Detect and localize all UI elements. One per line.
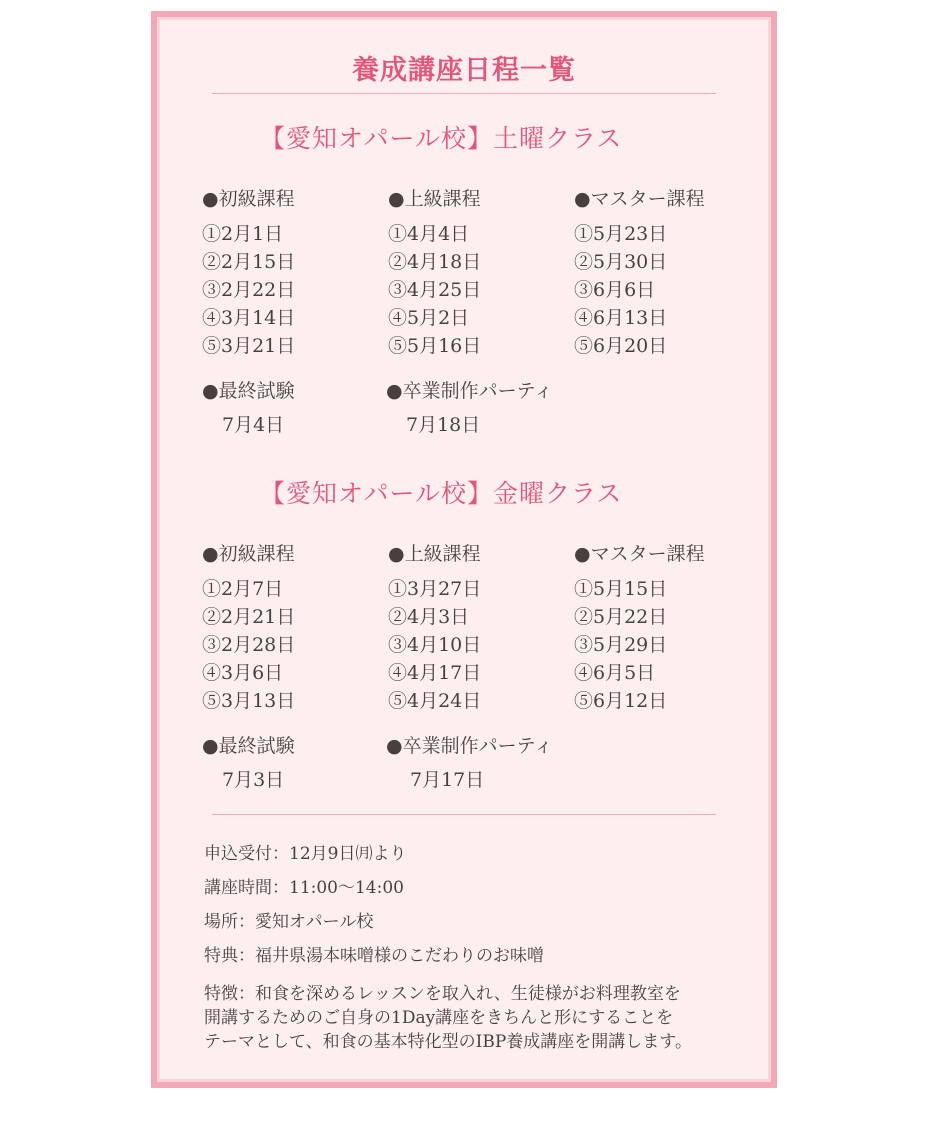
- course-date: ④3月14日: [202, 307, 296, 329]
- course-date: ②5月22日: [574, 606, 668, 628]
- course-date: ①4月4日: [388, 223, 470, 245]
- course-label: ●マスター課程: [574, 543, 705, 565]
- course-date: ④4月17日: [388, 662, 482, 684]
- final-exam-label: ●最終試験: [202, 735, 295, 757]
- party-date: 7月18日: [406, 414, 481, 436]
- course-label: ●初級課程: [202, 188, 295, 210]
- bonus-info: 特典：福井県湯本味噌様のこだわりのお味噌: [204, 946, 544, 966]
- course-date: ②5月30日: [574, 251, 668, 273]
- features-line: テーマとして、和食の基本特化型のIBP養成講座を開講します。: [204, 1032, 692, 1052]
- info-divider: [212, 814, 716, 815]
- course-date: ③2月22日: [202, 279, 296, 301]
- features-line: 特徴：和食を深めるレッスンを取入れ、生徒様がお料理教室を: [204, 984, 681, 1004]
- friday-graduation-party: [386, 733, 553, 793]
- course-date: ①3月27日: [388, 578, 482, 600]
- course-date: ②2月15日: [202, 251, 296, 273]
- course-date: ③2月28日: [202, 634, 296, 656]
- course-date: ④5月2日: [388, 307, 470, 329]
- friday-master-course: [574, 541, 754, 715]
- saturday-final-exam: [202, 378, 295, 438]
- info-section: [204, 842, 744, 1054]
- schedule-card: [151, 11, 777, 1088]
- course-date: ⑤3月21日: [202, 335, 296, 357]
- course-label: ●上級課程: [388, 543, 481, 565]
- course-date: ③6月6日: [574, 279, 656, 301]
- course-date: ⑤6月12日: [574, 690, 668, 712]
- title-divider: [212, 93, 716, 94]
- course-date: ④6月13日: [574, 307, 668, 329]
- course-date: ①5月23日: [574, 223, 668, 245]
- saturday-master-course: [574, 186, 754, 360]
- course-date: ⑤3月13日: [202, 690, 296, 712]
- saturday-beginner-course: [202, 186, 382, 360]
- course-date: ⑤5月16日: [388, 335, 482, 357]
- course-date: ①2月1日: [202, 223, 284, 245]
- hours-info: 講座時間：11:00〜14:00: [204, 878, 404, 898]
- course-label: ●マスター課程: [574, 188, 705, 210]
- friday-beginner-course: [202, 541, 382, 715]
- course-date: ④6月5日: [574, 662, 656, 684]
- course-date: ⑤6月20日: [574, 335, 668, 357]
- final-exam-date: 7月4日: [222, 414, 285, 436]
- friday-advanced-course: [388, 541, 568, 715]
- party-label: ●卒業制作パーティ: [386, 380, 554, 402]
- course-date: ①5月15日: [574, 578, 668, 600]
- party-label: ●卒業制作パーティ: [386, 735, 554, 757]
- course-date: ④3月6日: [202, 662, 284, 684]
- saturday-advanced-course: [388, 186, 568, 360]
- page-title: 養成講座日程一覧: [352, 55, 576, 86]
- course-date: ⑤4月24日: [388, 690, 482, 712]
- features-line: 開講するためのご自身の1Day講座をきちんと形にすることを: [204, 1008, 674, 1028]
- party-date: 7月17日: [410, 769, 485, 791]
- course-date: ③5月29日: [574, 634, 668, 656]
- final-exam-label: ●最終試験: [202, 380, 295, 402]
- course-label: ●上級課程: [388, 188, 481, 210]
- course-date: ①2月7日: [202, 578, 284, 600]
- saturday-graduation-party: [386, 378, 553, 438]
- course-label: ●初級課程: [202, 543, 295, 565]
- class-title-friday: 【愛知オパール校】金曜クラス: [260, 479, 623, 508]
- friday-final-exam: [202, 733, 295, 793]
- course-date: ②2月21日: [202, 606, 296, 628]
- course-date: ②4月3日: [388, 606, 470, 628]
- final-exam-date: 7月3日: [222, 769, 285, 791]
- course-date: ②4月18日: [388, 251, 482, 273]
- class-title-saturday: 【愛知オパール校】土曜クラス: [260, 124, 623, 153]
- course-date: ③4月10日: [388, 634, 482, 656]
- schedule-card-inner: [157, 17, 771, 1082]
- course-date: ③4月25日: [388, 279, 482, 301]
- application-info: 申込受付：12月9日㈪より: [204, 844, 407, 864]
- location-info: 場所：愛知オパール校: [204, 912, 374, 932]
